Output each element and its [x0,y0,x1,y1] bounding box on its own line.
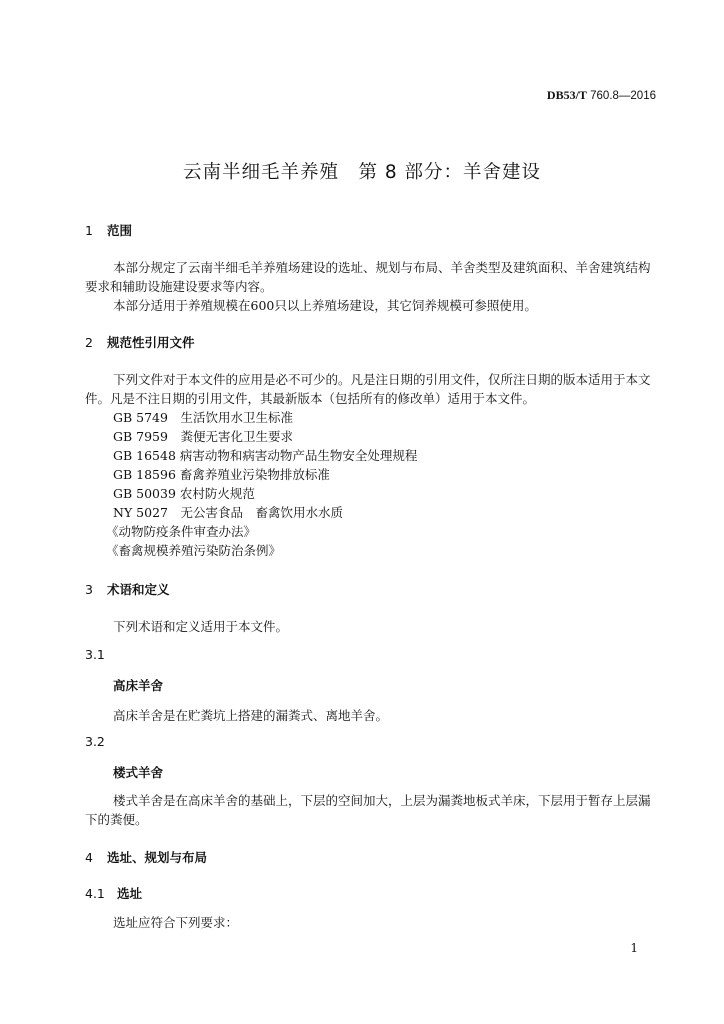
term-3-2-number: 3.2 [85,734,105,749]
page-number: 1 [630,941,638,955]
term-3-2-name: 楼式羊舍 [113,765,164,780]
reference-item: GB 5749 生活饮用水卫生标准 [113,410,293,425]
term-3-1-definition: 高床羊舍是在贮粪坑上搭建的漏粪式、离地羊舍。 [113,708,389,723]
section-2-number: 2 [85,335,93,350]
section-2-heading [85,333,195,351]
term-3-2-definition-line-2: 下的粪便。 [85,812,148,827]
section-3-number: 3 [85,582,93,597]
section-1-title: 范围 [107,223,133,238]
section-3-title: 术语和定义 [107,582,170,597]
reference-item: GB 7959 粪便无害化卫生要求 [113,429,293,444]
section-3-intro: 下列术语和定义适用于本文件。 [113,619,289,634]
section-1-paragraph-1-line-2: 要求和辅助设施建设要求等内容。 [85,279,273,294]
reference-item: 《动物防疫条件审查办法》 [106,524,257,539]
reference-item: 《畜禽规模养殖污染防治条例》 [106,543,282,558]
reference-item: GB 18596 畜禽养殖业污染物排放标准 [113,467,330,482]
section-1-number: 1 [85,223,93,238]
section-4-heading [85,848,207,866]
reference-item: GB 16548 病害动物和病害动物产品生物安全处理规程 [113,448,418,463]
section-4-1-number: 4.1 [85,886,105,901]
document-title: 云南半细毛羊养殖 第 8 部分：羊舍建设 [182,162,542,183]
section-4-1-text: 选址应符合下列要求： [113,915,239,930]
term-3-2-definition-line-1: 楼式羊舍是在高床羊舍的基础上，下层的空间加大，上层为漏粪地板式羊床，下层用于暂存上层漏 [113,793,651,808]
term-3-1-number: 3.1 [85,647,105,662]
section-4-1-heading [85,884,142,902]
document-code-number: 760.8—2016 [586,90,656,102]
section-2-paragraph-line-1: 下列文件对于本文件的应用是必不可少的。凡是注日期的引用文件，仅所注日期的版本适用于本文 [113,372,651,387]
section-4-1-title: 选址 [117,886,143,901]
section-4-number: 4 [85,850,93,865]
term-3-1-name: 高床羊舍 [113,678,164,693]
section-2-paragraph-line-2: 件。凡是不注日期的引用文件，其最新版本（包括所有的修改单）适用于本文件。 [85,391,536,406]
section-1-paragraph-2: 本部分适用于养殖规模在600只以上养殖场建设，其它饲养规模可参照使用。 [113,298,537,313]
section-2-title: 规范性引用文件 [107,335,195,350]
section-3-heading [85,580,170,598]
document-code [547,88,656,103]
section-1-paragraph-1-line-1: 本部分规定了云南半细毛羊养殖场建设的选址、规划与布局、羊舍类型及建筑面积、羊舍建筑结构 [113,260,651,275]
reference-item: NY 5027 无公害食品 畜禽饮用水水质 [113,505,343,520]
section-4-title: 选址、规划与布局 [107,850,208,865]
section-1-heading [85,221,132,239]
document-code-prefix: DB53/T [546,88,587,102]
reference-item: GB 50039 农村防火规范 [113,486,255,501]
